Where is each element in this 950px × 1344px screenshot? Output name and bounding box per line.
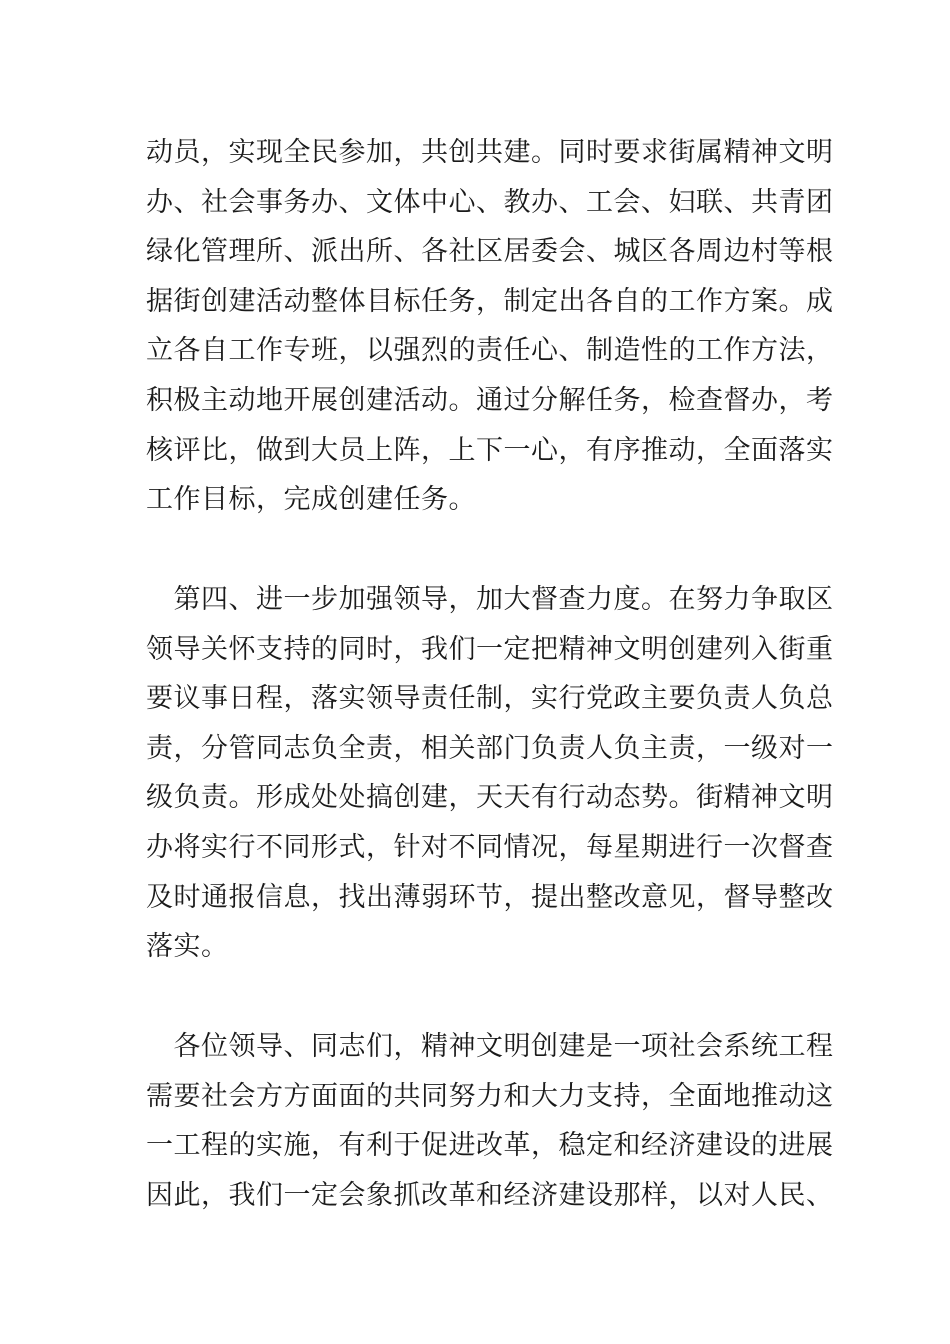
text-line: 一工程的实施，有利于促进改革，稳定和经济建设的进展 <box>146 1130 834 1162</box>
text-line: 第四、进一步加强领导，加大督查力度。在努力争取区 <box>146 584 834 615</box>
text-line: 领导关怀支持的同时，我们一定把精神文明创建列入街重 <box>146 633 834 665</box>
text-line: 核评比，做到大员上阵，上下一心，有序推动，全面落实 <box>146 434 834 466</box>
text-line: 需要社会方方面面的共同努力和大力支持，全面地推动这 <box>146 1080 834 1112</box>
text-line: 据街创建活动整体目标任务，制定出各自的工作方案。成 <box>146 285 834 317</box>
text-line: 积极主动地开展创建活动。通过分解任务，检查督办，考 <box>146 384 834 416</box>
paragraph-1 <box>146 128 834 525</box>
text-line: 立各自工作专班，以强烈的责任心、制造性的工作方法， <box>146 335 834 367</box>
text-line: 绿化管理所、派出所、各社区居委会、城区各周边村等根 <box>146 236 834 268</box>
paragraph-3 <box>146 1022 834 1220</box>
text-line: 工作目标，完成创建任务。 <box>146 484 476 516</box>
text-line: 级负责。形成处处搞创建，天天有行动态势。街精神文明 <box>146 782 834 814</box>
text-line: 办将实行不同形式，针对不同情况，每星期进行一次督查 <box>146 831 834 863</box>
text-line: 办、社会事务办、文体中心、教办、工会、妇联、共青团 <box>146 186 834 218</box>
text-line: 要议事日程，落实领导责任制，实行党政主要负责人负总 <box>146 683 834 715</box>
text-line: 及时通报信息，找出薄弱环节，提出整改意见，督导整改 <box>146 881 834 913</box>
text-line: 各位领导、同志们，精神文明创建是一项社会系统工程 <box>146 1031 834 1062</box>
paragraph-2 <box>146 575 834 972</box>
text-line: 责，分管同志负全责，相关部门负责人负主责，一级对一 <box>146 732 834 764</box>
text-line: 因此，我们一定会象抓改革和经济建设那样，以对人民、 <box>146 1179 834 1211</box>
text-line: 落实。 <box>146 931 229 963</box>
text-line: 动员，实现全民参加，共创共建。同时要求街属精神文明 <box>146 137 834 168</box>
